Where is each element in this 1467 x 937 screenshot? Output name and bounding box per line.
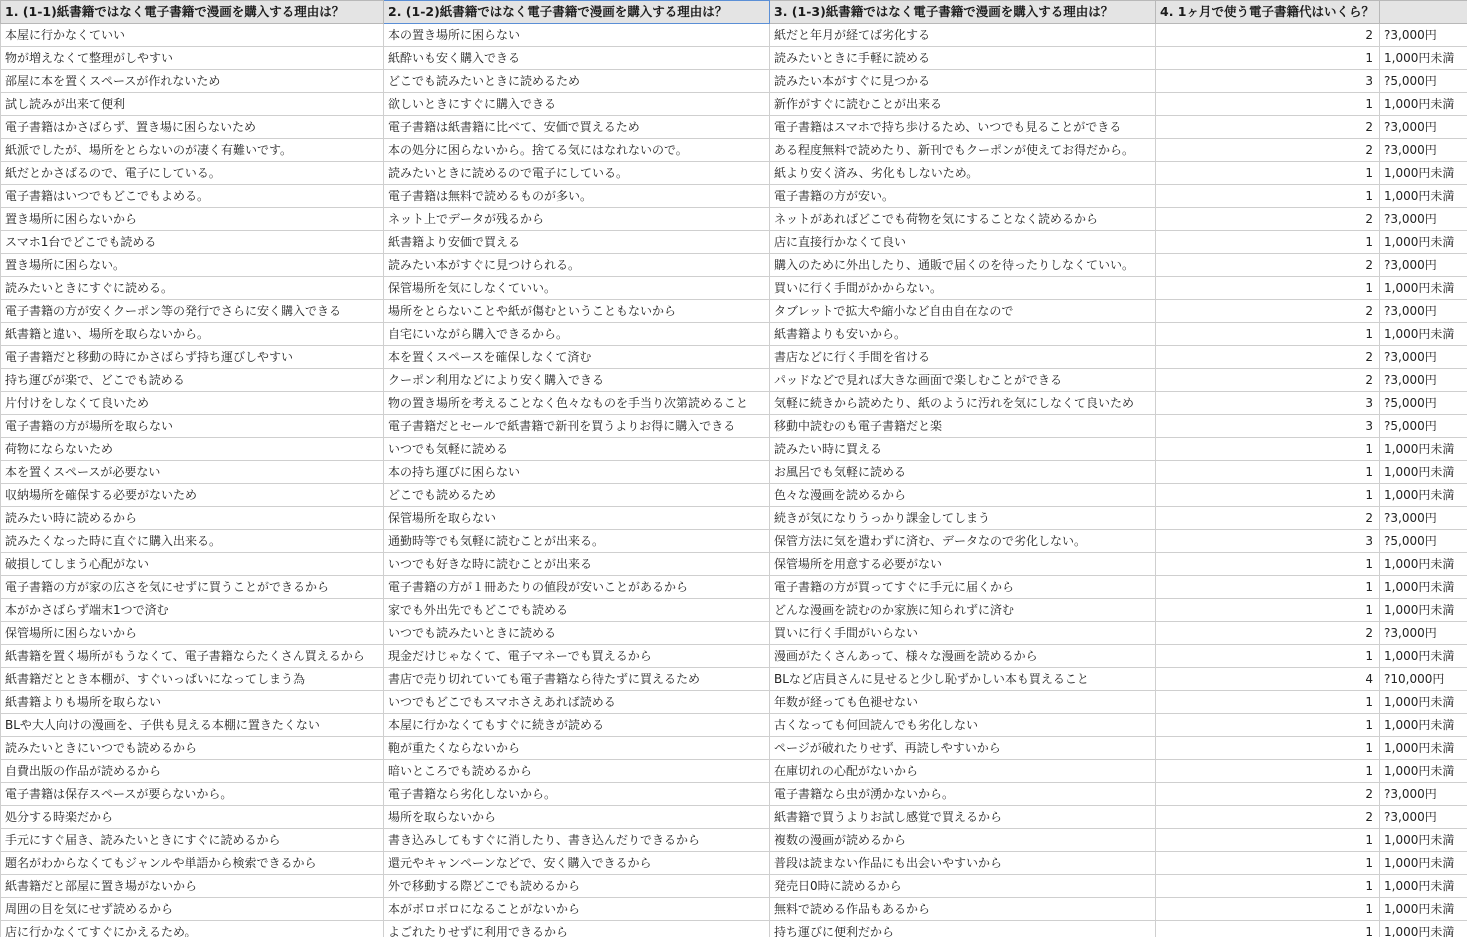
cell-answer-number[interactable]: 1	[1156, 92, 1380, 115]
cell-reason-3[interactable]: 買いに行く手間がいらない	[770, 621, 1156, 644]
cell-answer-number[interactable]: 2	[1156, 138, 1380, 161]
cell-reason-3[interactable]: 普段は読まない作品にも出会いやすいから	[770, 851, 1156, 874]
table-row	[1, 437, 1467, 460]
table-row	[1, 759, 1467, 782]
cell-answer-number[interactable]: 2	[1156, 253, 1380, 276]
table-row	[1, 23, 1467, 46]
cell-reason-2[interactable]: 本を置くスペースを確保しなくて済む	[384, 345, 770, 368]
cell-reason-2[interactable]: 鞄が重たくならないから	[384, 736, 770, 759]
cell-reason-1[interactable]: 置き場所に困らない。	[1, 253, 384, 276]
cell-reason-1[interactable]: 題名がわからなくてもジャンルや単語から検索できるから	[1, 851, 384, 874]
cell-monthly-spend[interactable]: 1,000円未満	[1380, 828, 1467, 851]
cell-reason-1[interactable]: スマホ1台でどこでも読める	[1, 230, 384, 253]
cell-monthly-spend[interactable]: ?3,000円	[1380, 345, 1467, 368]
cell-reason-2[interactable]: いつでも気軽に読める	[384, 437, 770, 460]
cell-reason-3[interactable]: 読みたい時に買える	[770, 437, 1156, 460]
cell-answer-number[interactable]: 1	[1156, 851, 1380, 874]
cell-reason-1[interactable]: 荷物にならないため	[1, 437, 384, 460]
table-row	[1, 138, 1467, 161]
cell-answer-number[interactable]: 2	[1156, 621, 1380, 644]
cell-reason-2[interactable]: 物の置き場所を考えることなく色々なものを手当り次第読めること	[384, 391, 770, 414]
cell-answer-number[interactable]: 1	[1156, 184, 1380, 207]
cell-reason-3[interactable]: 無料で読める作品もあるから	[770, 897, 1156, 920]
cell-reason-3[interactable]: 読みたいときに手軽に読める	[770, 46, 1156, 69]
cell-reason-2[interactable]: 場所を取らないから	[384, 805, 770, 828]
cell-answer-number[interactable]: 2	[1156, 805, 1380, 828]
cell-answer-number[interactable]: 1	[1156, 230, 1380, 253]
cell-monthly-spend[interactable]: ?3,000円	[1380, 23, 1467, 46]
cell-reason-2[interactable]: 本がボロボロになることがないから	[384, 897, 770, 920]
table-row	[1, 184, 1467, 207]
cell-answer-number[interactable]: 2	[1156, 345, 1380, 368]
table-row	[1, 276, 1467, 299]
cell-monthly-spend[interactable]: 1,000円未満	[1380, 759, 1467, 782]
cell-reason-3[interactable]: 在庫切れの心配がないから	[770, 759, 1156, 782]
cell-monthly-spend[interactable]: ?3,000円	[1380, 253, 1467, 276]
cell-reason-3[interactable]: ネットがあればどこでも荷物を気にすることなく読めるから	[770, 207, 1156, 230]
table-row	[1, 299, 1467, 322]
cell-answer-number[interactable]: 1	[1156, 575, 1380, 598]
table-row	[1, 851, 1467, 874]
cell-reason-1[interactable]: 読みたいときにいつでも読めるから	[1, 736, 384, 759]
cell-reason-1[interactable]: 処分する時楽だから	[1, 805, 384, 828]
cell-reason-2[interactable]: よごれたりせずに利用できるから	[384, 920, 770, 937]
cell-reason-2[interactable]: どこでも読めるため	[384, 483, 770, 506]
table-row	[1, 207, 1467, 230]
cell-reason-3[interactable]: 紙書籍よりも安いから。	[770, 322, 1156, 345]
table-row	[1, 46, 1467, 69]
cell-answer-number[interactable]: 2	[1156, 368, 1380, 391]
cell-monthly-spend[interactable]: 1,000円未満	[1380, 92, 1467, 115]
header-q4[interactable]: 4. 1ヶ月で使う電子書籍代はいくら？	[1156, 1, 1380, 24]
cell-reason-1[interactable]: 読みたくなった時に直ぐに購入出来る。	[1, 529, 384, 552]
cell-reason-2[interactable]: 通勤時等でも気軽に読むことが出来る。	[384, 529, 770, 552]
cell-reason-2[interactable]: 書店で売り切れていても電子書籍なら待たずに買えるため	[384, 667, 770, 690]
table-row	[1, 552, 1467, 575]
cell-reason-3[interactable]: 買いに行く手間がかからない。	[770, 276, 1156, 299]
cell-monthly-spend[interactable]: 1,000円未満	[1380, 552, 1467, 575]
cell-reason-1[interactable]: 電子書籍は保存スペースが要らないから。	[1, 782, 384, 805]
cell-reason-3[interactable]: 続きが気になりうっかり課金してしまう	[770, 506, 1156, 529]
cell-reason-2[interactable]: 紙酔いも安く購入できる	[384, 46, 770, 69]
cell-monthly-spend[interactable]: ?3,000円	[1380, 207, 1467, 230]
cell-monthly-spend[interactable]: ?5,000円	[1380, 69, 1467, 92]
cell-reason-1[interactable]: 読みたいときにすぐに読める。	[1, 276, 384, 299]
cell-reason-1[interactable]: 電子書籍はいつでもどこでもよめる。	[1, 184, 384, 207]
cell-monthly-spend[interactable]: ?3,000円	[1380, 299, 1467, 322]
cell-reason-3[interactable]: 店に直接行かなくて良い	[770, 230, 1156, 253]
table-row	[1, 598, 1467, 621]
cell-reason-1[interactable]: 本がかさばらず端末1つで済む	[1, 598, 384, 621]
cell-reason-2[interactable]: 本の処分に困らないから。捨てる気にはなれないので。	[384, 138, 770, 161]
cell-monthly-spend[interactable]: 1,000円未満	[1380, 230, 1467, 253]
cell-reason-2[interactable]: 自宅にいながら購入できるから。	[384, 322, 770, 345]
cell-reason-2[interactable]: 暗いところでも読めるから	[384, 759, 770, 782]
cell-monthly-spend[interactable]: ?10,000円	[1380, 667, 1467, 690]
cell-reason-1[interactable]: 試し読みが出来て便利	[1, 92, 384, 115]
table-row	[1, 805, 1467, 828]
cell-answer-number[interactable]: 1	[1156, 460, 1380, 483]
cell-monthly-spend[interactable]: ?3,000円	[1380, 506, 1467, 529]
cell-reason-2[interactable]: 本の置き場所に困らない	[384, 23, 770, 46]
table-row	[1, 920, 1467, 937]
cell-answer-number[interactable]: 1	[1156, 736, 1380, 759]
table-row	[1, 874, 1467, 897]
table-row	[1, 115, 1467, 138]
cell-monthly-spend[interactable]: 1,000円未満	[1380, 322, 1467, 345]
cell-monthly-spend[interactable]: ?3,000円	[1380, 368, 1467, 391]
cell-answer-number[interactable]: 1	[1156, 690, 1380, 713]
cell-reason-1[interactable]: 手元にすぐ届き、読みたいときにすぐに読めるから	[1, 828, 384, 851]
cell-monthly-spend[interactable]: 1,000円未満	[1380, 851, 1467, 874]
cell-reason-3[interactable]: 色々な漫画を読めるから	[770, 483, 1156, 506]
cell-reason-3[interactable]: 電子書籍なら虫が湧かないから。	[770, 782, 1156, 805]
cell-reason-1[interactable]: 電子書籍だと移動の時にかさばらず持ち運びしやすい	[1, 345, 384, 368]
header-q4-range[interactable]	[1380, 1, 1467, 24]
table-row	[1, 483, 1467, 506]
cell-reason-1[interactable]: 電子書籍はかさばらず、置き場に困らないため	[1, 115, 384, 138]
cell-reason-2[interactable]: いつでも読みたいときに読める	[384, 621, 770, 644]
cell-reason-3[interactable]: ある程度無料で読めたり、新刊でもクーポンが使えてお得だから。	[770, 138, 1156, 161]
cell-reason-3[interactable]: 気軽に続きから読めたり、紙のように汚れを気にしなくて良いため	[770, 391, 1156, 414]
cell-answer-number[interactable]: 1	[1156, 46, 1380, 69]
cell-reason-1[interactable]: 店に行かなくてすぐにかえるため。	[1, 920, 384, 937]
cell-answer-number[interactable]: 1	[1156, 598, 1380, 621]
cell-monthly-spend[interactable]: 1,000円未満	[1380, 437, 1467, 460]
table-row	[1, 782, 1467, 805]
cell-reason-3[interactable]: 電子書籍の方が安い。	[770, 184, 1156, 207]
cell-monthly-spend[interactable]: 1,000円未満	[1380, 276, 1467, 299]
cell-monthly-spend[interactable]: ?5,000円	[1380, 414, 1467, 437]
cell-reason-3[interactable]: 発売日0時に読めるから	[770, 874, 1156, 897]
cell-reason-3[interactable]: 持ち運びに便利だから	[770, 920, 1156, 937]
cell-reason-1[interactable]: 周囲の目を気にせず読めるから	[1, 897, 384, 920]
cell-reason-1[interactable]: 紙書籍よりも場所を取らない	[1, 690, 384, 713]
cell-reason-1[interactable]: 本を置くスペースが必要ない	[1, 460, 384, 483]
cell-monthly-spend[interactable]: 1,000円未満	[1380, 575, 1467, 598]
header-q3[interactable]: 3. (1-3)紙書籍ではなく電子書籍で漫画を購入する理由は？	[770, 1, 1156, 24]
cell-reason-3[interactable]: 保管場所を用意する必要がない	[770, 552, 1156, 575]
table-row	[1, 368, 1467, 391]
cell-reason-2[interactable]: いつでも好きな時に読むことが出来る	[384, 552, 770, 575]
cell-answer-number[interactable]: 1	[1156, 161, 1380, 184]
table-row	[1, 506, 1467, 529]
cell-reason-2[interactable]: ネット上でデータが残るから	[384, 207, 770, 230]
cell-monthly-spend[interactable]: 1,000円未満	[1380, 46, 1467, 69]
cell-answer-number[interactable]: 2	[1156, 299, 1380, 322]
cell-reason-1[interactable]: 紙だとかさばるので、電子にしている。	[1, 161, 384, 184]
cell-reason-3[interactable]: 購入のために外出したり、通販で届くのを待ったりしなくていい。	[770, 253, 1156, 276]
cell-answer-number[interactable]: 3	[1156, 69, 1380, 92]
cell-reason-3[interactable]: パッドなどで見れば大きな画面で楽しむことができる	[770, 368, 1156, 391]
cell-answer-number[interactable]: 2	[1156, 506, 1380, 529]
table-row	[1, 414, 1467, 437]
cell-reason-1[interactable]: 紙書籍だと部屋に置き場がないから	[1, 874, 384, 897]
cell-reason-2[interactable]: 読みたいときに読めるので電子にしている。	[384, 161, 770, 184]
header-row	[1, 1, 1467, 24]
table-row	[1, 621, 1467, 644]
cell-answer-number[interactable]: 1	[1156, 920, 1380, 937]
cell-answer-number[interactable]: 1	[1156, 897, 1380, 920]
cell-reason-1[interactable]: 紙派でしたが、場所をとらないのが凄く有難いです。	[1, 138, 384, 161]
table-row	[1, 391, 1467, 414]
cell-reason-1[interactable]: 紙書籍だととき本棚が、すぐいっぱいになってしまう為	[1, 667, 384, 690]
cell-answer-number[interactable]: 1	[1156, 552, 1380, 575]
cell-reason-3[interactable]: どんな漫画を読むのか家族に知られずに済む	[770, 598, 1156, 621]
cell-reason-1[interactable]: 本屋に行かなくていい	[1, 23, 384, 46]
cell-answer-number[interactable]: 3	[1156, 414, 1380, 437]
table-row	[1, 253, 1467, 276]
cell-reason-3[interactable]: 電子書籍の方が買ってすぐに手元に届くから	[770, 575, 1156, 598]
cell-monthly-spend[interactable]: 1,000円未満	[1380, 644, 1467, 667]
table-row	[1, 690, 1467, 713]
cell-reason-3[interactable]: 年数が経っても色褪せない	[770, 690, 1156, 713]
cell-monthly-spend[interactable]: 1,000円未満	[1380, 874, 1467, 897]
cell-reason-3[interactable]: 紙書籍で買うよりお試し感覚で買えるから	[770, 805, 1156, 828]
cell-reason-2[interactable]: 本屋に行かなくてもすぐに続きが読める	[384, 713, 770, 736]
cell-reason-3[interactable]: 電子書籍はスマホで持ち歩けるため、いつでも見ることができる	[770, 115, 1156, 138]
cell-reason-1[interactable]: 紙書籍と違い、場所を取らないから。	[1, 322, 384, 345]
cell-monthly-spend[interactable]: 1,000円未満	[1380, 690, 1467, 713]
cell-monthly-spend[interactable]: ?3,000円	[1380, 621, 1467, 644]
cell-answer-number[interactable]: 2	[1156, 782, 1380, 805]
cell-reason-3[interactable]: 保管方法に気を遣わずに済む、データなので劣化しない。	[770, 529, 1156, 552]
cell-reason-2[interactable]: どこでも読みたいときに読めるため	[384, 69, 770, 92]
cell-monthly-spend[interactable]: 1,000円未満	[1380, 920, 1467, 937]
cell-answer-number[interactable]: 3	[1156, 391, 1380, 414]
cell-monthly-spend[interactable]: 1,000円未満	[1380, 483, 1467, 506]
cell-answer-number[interactable]: 1	[1156, 483, 1380, 506]
cell-answer-number[interactable]: 1	[1156, 276, 1380, 299]
cell-reason-3[interactable]: お風呂でも気軽に読める	[770, 460, 1156, 483]
table-body	[1, 23, 1467, 937]
table-row	[1, 644, 1467, 667]
table-row	[1, 529, 1467, 552]
cell-reason-3[interactable]: 紙より安く済み、劣化もしないため。	[770, 161, 1156, 184]
cell-reason-1[interactable]: 片付けをしなくて良いため	[1, 391, 384, 414]
cell-reason-3[interactable]: 新作がすぐに読むことが出来る	[770, 92, 1156, 115]
cell-answer-number[interactable]: 1	[1156, 644, 1380, 667]
cell-monthly-spend[interactable]: ?3,000円	[1380, 115, 1467, 138]
cell-monthly-spend[interactable]: ?5,000円	[1380, 529, 1467, 552]
cell-reason-1[interactable]: 電子書籍の方が安くクーポン等の発行でさらに安く購入できる	[1, 299, 384, 322]
cell-reason-1[interactable]: 読みたい時に読めるから	[1, 506, 384, 529]
cell-monthly-spend[interactable]: 1,000円未満	[1380, 736, 1467, 759]
cell-monthly-spend[interactable]: ?3,000円	[1380, 805, 1467, 828]
cell-reason-3[interactable]: BLなど店員さんに見せると少し恥ずかしい本も買えること	[770, 667, 1156, 690]
cell-reason-2[interactable]: 紙書籍より安価で買える	[384, 230, 770, 253]
cell-monthly-spend[interactable]: 1,000円未満	[1380, 161, 1467, 184]
cell-answer-number[interactable]: 3	[1156, 529, 1380, 552]
cell-reason-1[interactable]: 電子書籍の方が家の広さを気にせずに買うことができるから	[1, 575, 384, 598]
cell-reason-2[interactable]: 保管場所を気にしなくていい。	[384, 276, 770, 299]
cell-reason-2[interactable]: クーポン利用などにより安く購入できる	[384, 368, 770, 391]
cell-answer-number[interactable]: 2	[1156, 115, 1380, 138]
cell-reason-1[interactable]: 紙書籍を置く場所がもうなくて、電子書籍ならたくさん買えるから	[1, 644, 384, 667]
table-row	[1, 897, 1467, 920]
cell-monthly-spend[interactable]: 1,000円未満	[1380, 713, 1467, 736]
cell-monthly-spend[interactable]: 1,000円未満	[1380, 598, 1467, 621]
cell-reason-1[interactable]: 自費出版の作品が読めるから	[1, 759, 384, 782]
cell-reason-3[interactable]: 紙だと年月が経てば劣化する	[770, 23, 1156, 46]
cell-reason-2[interactable]: 保管場所を取らない	[384, 506, 770, 529]
cell-reason-2[interactable]: 電子書籍なら劣化しないから。	[384, 782, 770, 805]
header-q2[interactable]: 2. (1-2)紙書籍ではなく電子書籍で漫画を購入する理由は？	[384, 1, 770, 24]
cell-answer-number[interactable]: 1	[1156, 713, 1380, 736]
table-row	[1, 345, 1467, 368]
cell-answer-number[interactable]: 1	[1156, 437, 1380, 460]
cell-reason-1[interactable]: 置き場所に困らないから	[1, 207, 384, 230]
cell-reason-1[interactable]: 部屋に本を置くスペースが作れないため	[1, 69, 384, 92]
cell-reason-2[interactable]: 本の持ち運びに困らない	[384, 460, 770, 483]
cell-monthly-spend[interactable]: ?3,000円	[1380, 782, 1467, 805]
cell-reason-3[interactable]: タブレットで拡大や縮小など自由自在なので	[770, 299, 1156, 322]
table-row	[1, 736, 1467, 759]
cell-reason-2[interactable]: 現金だけじゃなくて、電子マネーでも買えるから	[384, 644, 770, 667]
table-row	[1, 69, 1467, 92]
cell-reason-2[interactable]: 場所をとらないことや紙が傷むということもないから	[384, 299, 770, 322]
cell-monthly-spend[interactable]: ?3,000円	[1380, 138, 1467, 161]
cell-reason-1[interactable]: 電子書籍の方が場所を取らない	[1, 414, 384, 437]
table-row	[1, 828, 1467, 851]
cell-reason-2[interactable]: 書き込みしてもすぐに消したり、書き込んだりできるから	[384, 828, 770, 851]
cell-reason-3[interactable]: 書店などに行く手間を省ける	[770, 345, 1156, 368]
cell-reason-1[interactable]: BLや大人向けの漫画を、子供も見える本棚に置きたくない	[1, 713, 384, 736]
cell-reason-3[interactable]: ページが破れたりせず、再読しやすいから	[770, 736, 1156, 759]
cell-reason-1[interactable]: 物が増えなくて整理がしやすい	[1, 46, 384, 69]
cell-reason-2[interactable]: 電子書籍の方が１冊あたりの値段が安いことがあるから	[384, 575, 770, 598]
cell-reason-2[interactable]: 電子書籍だとセールで紙書籍で新刊を買うよりお得に購入できる	[384, 414, 770, 437]
cell-answer-number[interactable]: 2	[1156, 207, 1380, 230]
cell-reason-2[interactable]: 読みたい本がすぐに見つけられる。	[384, 253, 770, 276]
cell-reason-2[interactable]: 電子書籍は無料で読めるものが多い。	[384, 184, 770, 207]
cell-answer-number[interactable]: 4	[1156, 667, 1380, 690]
cell-answer-number[interactable]: 1	[1156, 874, 1380, 897]
table-row	[1, 322, 1467, 345]
cell-reason-3[interactable]: 漫画がたくさんあって、様々な漫画を読めるから	[770, 644, 1156, 667]
cell-reason-2[interactable]: 電子書籍は紙書籍に比べて、安価で買えるため	[384, 115, 770, 138]
cell-reason-1[interactable]: 破損してしまう心配がない	[1, 552, 384, 575]
cell-reason-2[interactable]: 外で移動する際どこでも読めるから	[384, 874, 770, 897]
cell-reason-1[interactable]: 持ち運びが楽で、どこでも読める	[1, 368, 384, 391]
cell-reason-3[interactable]: 読みたい本がすぐに見つかる	[770, 69, 1156, 92]
cell-monthly-spend[interactable]: 1,000円未満	[1380, 897, 1467, 920]
header-q1[interactable]: 1. (1-1)紙書籍ではなく電子書籍で漫画を購入する理由は？	[1, 1, 384, 24]
table-row	[1, 713, 1467, 736]
cell-answer-number[interactable]: 2	[1156, 23, 1380, 46]
table-row	[1, 460, 1467, 483]
table-row	[1, 230, 1467, 253]
cell-reason-3[interactable]: 移動中読むのも電子書籍だと楽	[770, 414, 1156, 437]
cell-monthly-spend[interactable]: 1,000円未満	[1380, 184, 1467, 207]
table-row	[1, 92, 1467, 115]
table-row	[1, 667, 1467, 690]
cell-reason-2[interactable]: 欲しいときにすぐに購入できる	[384, 92, 770, 115]
cell-reason-1[interactable]: 保管場所に困らないから	[1, 621, 384, 644]
cell-monthly-spend[interactable]: ?5,000円	[1380, 391, 1467, 414]
cell-reason-2[interactable]: 還元やキャンペーンなどで、安く購入できるから	[384, 851, 770, 874]
table-row	[1, 575, 1467, 598]
cell-reason-2[interactable]: 家でも外出先でもどこでも読める	[384, 598, 770, 621]
cell-reason-3[interactable]: 複数の漫画が読めるから	[770, 828, 1156, 851]
cell-monthly-spend[interactable]: 1,000円未満	[1380, 460, 1467, 483]
cell-answer-number[interactable]: 1	[1156, 322, 1380, 345]
cell-answer-number[interactable]: 1	[1156, 759, 1380, 782]
cell-reason-3[interactable]: 古くなっても何回読んでも劣化しない	[770, 713, 1156, 736]
cell-reason-1[interactable]: 収納場所を確保する必要がないため	[1, 483, 384, 506]
cell-answer-number[interactable]: 1	[1156, 828, 1380, 851]
table-row	[1, 161, 1467, 184]
cell-reason-2[interactable]: いつでもどこでもスマホさえあれば読める	[384, 690, 770, 713]
